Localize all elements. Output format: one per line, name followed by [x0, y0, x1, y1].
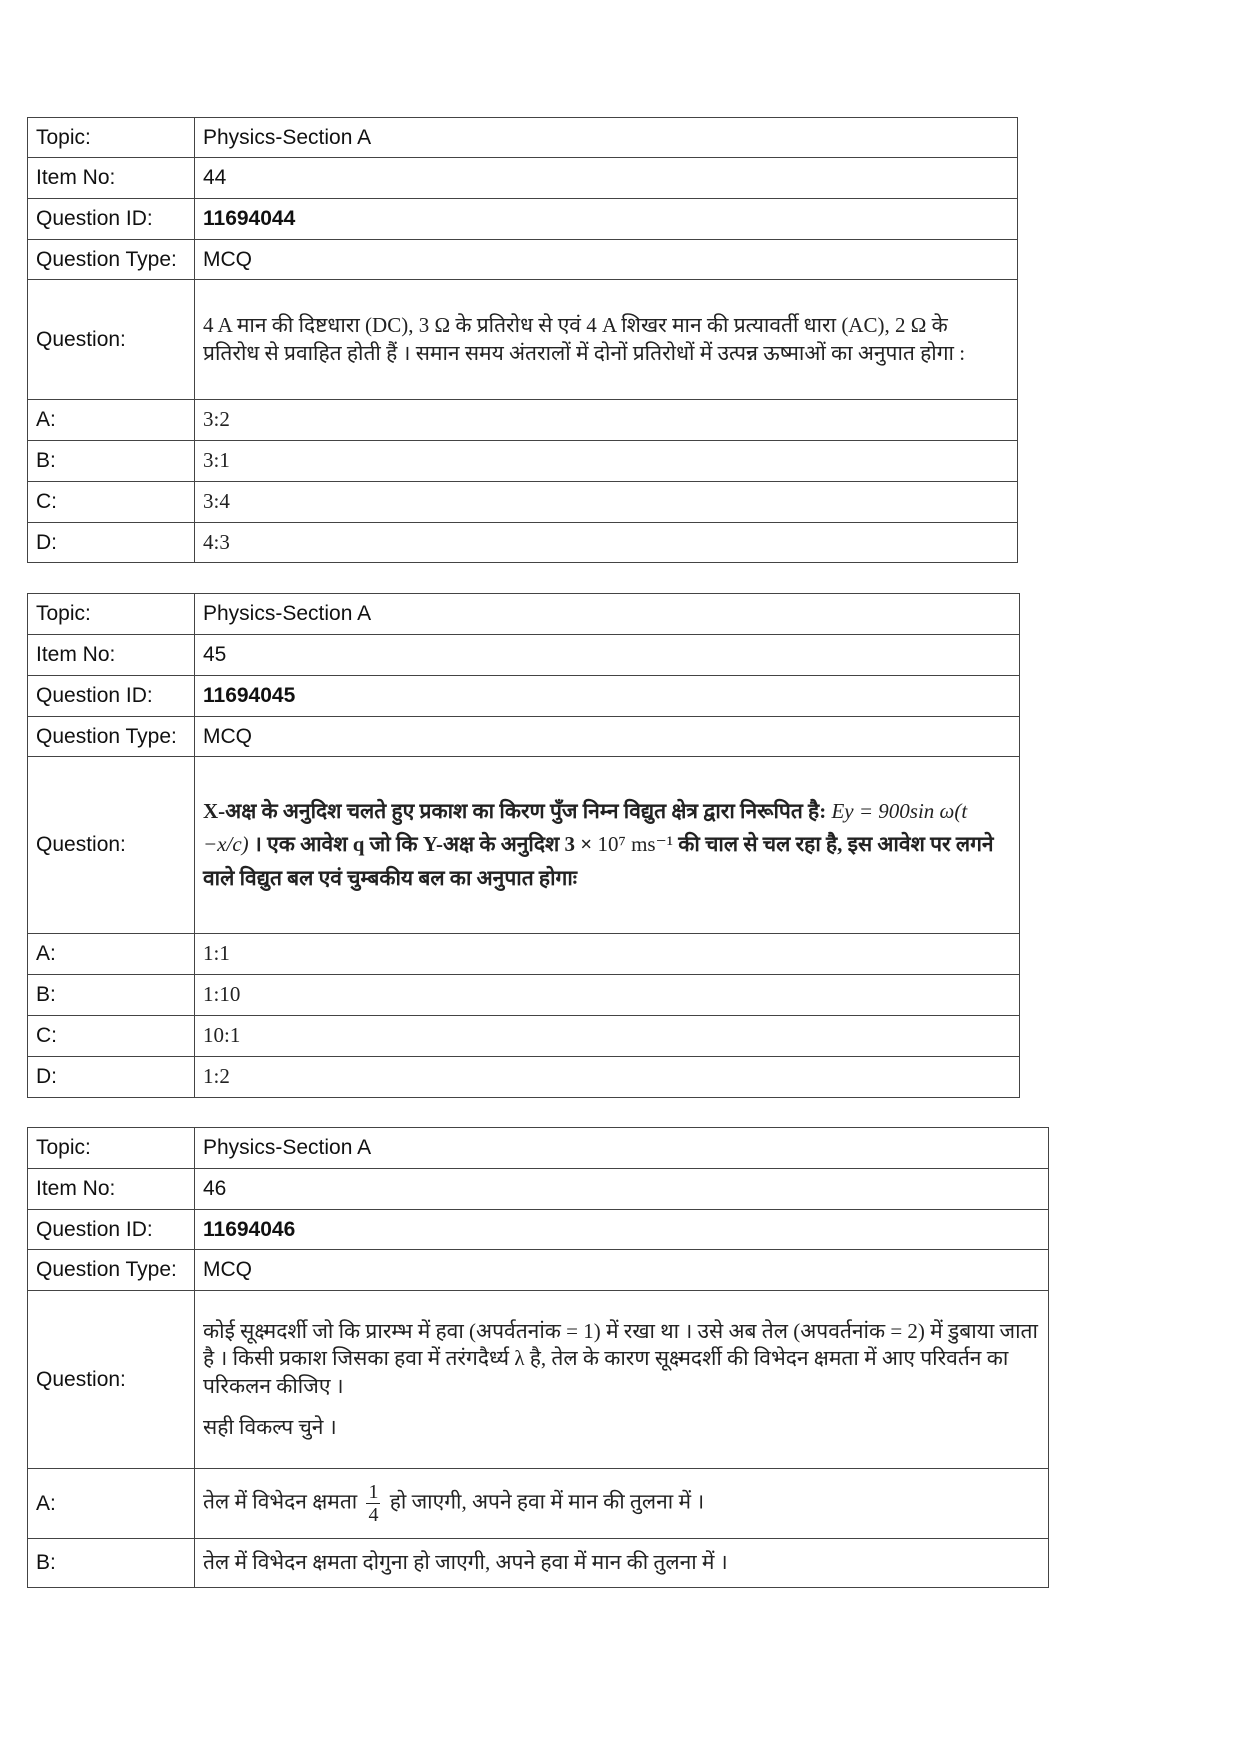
option-b-text: 3:1: [195, 441, 1018, 482]
question-type-value: MCQ: [195, 240, 1018, 280]
option-a-label: A:: [28, 934, 195, 975]
topic-value: Physics-Section A: [195, 594, 1020, 635]
question-type-label: Question Type:: [28, 1250, 195, 1291]
topic-label: Topic:: [28, 1128, 195, 1169]
option-a-label: A:: [28, 400, 195, 441]
option-a-prefix: तेल में विभेदन क्षमता: [203, 1489, 358, 1514]
option-b-label: B:: [28, 975, 195, 1016]
item-no-row: [28, 158, 1018, 199]
question-row: [28, 757, 1020, 934]
option-a-row: [28, 1469, 1049, 1539]
question-id-label: Question ID:: [28, 1210, 195, 1250]
question-label: Question:: [28, 1291, 195, 1469]
option-d-label: D:: [28, 1057, 195, 1098]
option-c-row: [28, 1016, 1020, 1057]
question-table-45: [27, 593, 1020, 1098]
question-row: [28, 1291, 1049, 1469]
topic-value: Physics-Section A: [195, 1128, 1049, 1169]
item-no-value: 45: [195, 635, 1020, 676]
option-d-row: [28, 1057, 1020, 1098]
question-type-row: [28, 1250, 1049, 1291]
option-a-text: 3:2: [195, 400, 1018, 441]
paragraph-gap: [203, 1400, 1040, 1414]
field-equation: Ey = 900sin ω(t −x/c): [203, 798, 968, 857]
item-no-value: 46: [195, 1169, 1049, 1210]
option-b-text: 1:10: [195, 975, 1020, 1016]
question-paragraph-1: कोई सूक्ष्मदर्शी जो कि प्रारम्भ में हवा (अपर्वतनांक = 1) में रखा था । उसे अब तेल (अपवर्तनांक = 2) में डुबाया जाता है । किसी प्रकाश जिसका हवा में तरंगदैर्ध्य λ है, तेल के कारण सूक्ष्मदर्शी की विभेदन क्षमता में आए परिवर्तन का परिकलन कीजिए ।: [203, 1318, 1038, 1398]
question-type-label: Question Type:: [28, 717, 195, 757]
option-a-label: A:: [28, 1469, 195, 1539]
option-c-row: [28, 482, 1018, 523]
option-a-text: [195, 1469, 1049, 1539]
question-type-row: [28, 240, 1018, 280]
question-id-row: [28, 1210, 1049, 1250]
option-b-row: [28, 975, 1020, 1016]
option-c-label: C:: [28, 482, 195, 523]
question-text: [195, 757, 1020, 934]
question-label: Question:: [28, 280, 195, 400]
topic-label: Topic:: [28, 118, 195, 158]
question-table-44: [27, 117, 1018, 563]
question-id-row: [28, 676, 1020, 717]
question-id-label: Question ID:: [28, 676, 195, 717]
option-a-row: [28, 400, 1018, 441]
one-quarter-fraction: [366, 1481, 380, 1526]
option-d-label: D:: [28, 523, 195, 563]
question-type-label: Question Type:: [28, 240, 195, 280]
question-type-row: [28, 717, 1020, 757]
question-id-row: [28, 199, 1018, 240]
topic-value: Physics-Section A: [195, 118, 1018, 158]
fraction-numerator: 1: [368, 1481, 379, 1503]
question-type-value: MCQ: [195, 717, 1020, 757]
option-a-text: 1:1: [195, 934, 1020, 975]
question-type-value: MCQ: [195, 1250, 1049, 1291]
question-text-part-3: की चाल से चल रहा है, इस आवेश पर लगने वाले विद्युत बल एवं चुम्बकीय बल का अनुपात होगाः: [203, 832, 994, 890]
option-c-text: 10:1: [195, 1016, 1020, 1057]
option-b-row: [28, 1539, 1049, 1588]
option-d-text: 1:2: [195, 1057, 1020, 1098]
option-d-text: 4:3: [195, 523, 1018, 563]
fraction-denominator: 4: [368, 1504, 379, 1526]
question-id-label: Question ID:: [28, 199, 195, 240]
option-a-suffix: हो जाएगी, अपने हवा में मान की तुलना में ।: [389, 1489, 705, 1514]
question-paragraph-2: सही विकल्प चुने ।: [203, 1414, 337, 1439]
speed-value: 10⁷ ms⁻¹: [597, 832, 673, 857]
question-id-value: 11694046: [195, 1210, 1049, 1250]
question-id-value: 11694045: [195, 676, 1020, 717]
item-no-label: Item No:: [28, 158, 195, 199]
item-no-label: Item No:: [28, 1169, 195, 1210]
question-table-46: [27, 1127, 1049, 1588]
item-no-row: [28, 1169, 1049, 1210]
question-text: 4 A मान की दिष्टधारा (DC), 3 Ω के प्रतिरोध से एवं 4 A शिखर मान की प्रत्यावर्ती धारा (AC), 2 Ω के प्रतिरोध से प्रवाहित होती हैं । समान समय अंतरालों में दोनों प्रतिरोधों में उत्पन्न ऊष्माओं का अनुपात होगा :: [195, 280, 1018, 400]
topic-row: [28, 118, 1018, 158]
option-a-row: [28, 934, 1020, 975]
option-d-row: [28, 523, 1018, 563]
option-b-text: तेल में विभेदन क्षमता दोगुना हो जाएगी, अपने हवा में मान की तुलना में ।: [195, 1539, 1049, 1588]
question-label: Question:: [28, 757, 195, 934]
topic-row: [28, 1128, 1049, 1169]
topic-label: Topic:: [28, 594, 195, 635]
item-no-value: 44: [195, 158, 1018, 199]
topic-row: [28, 594, 1020, 635]
option-b-row: [28, 441, 1018, 482]
question-row: [28, 280, 1018, 400]
item-no-row: [28, 635, 1020, 676]
option-c-label: C:: [28, 1016, 195, 1057]
question-text-part-2: । एक आवेश q जो कि Y-अक्ष के अनुदिश 3 ×: [253, 832, 593, 857]
item-no-label: Item No:: [28, 635, 195, 676]
option-b-label: B:: [28, 1539, 195, 1588]
option-b-label: B:: [28, 441, 195, 482]
question-text-part-1: X-अक्ष के अनुदिश चलते हुए प्रकाश का किरण पुँज निम्न विद्युत क्षेत्र द्वारा निरूपित है:: [203, 798, 827, 823]
question-text: [195, 1291, 1049, 1469]
question-id-value: 11694044: [195, 199, 1018, 240]
option-c-text: 3:4: [195, 482, 1018, 523]
